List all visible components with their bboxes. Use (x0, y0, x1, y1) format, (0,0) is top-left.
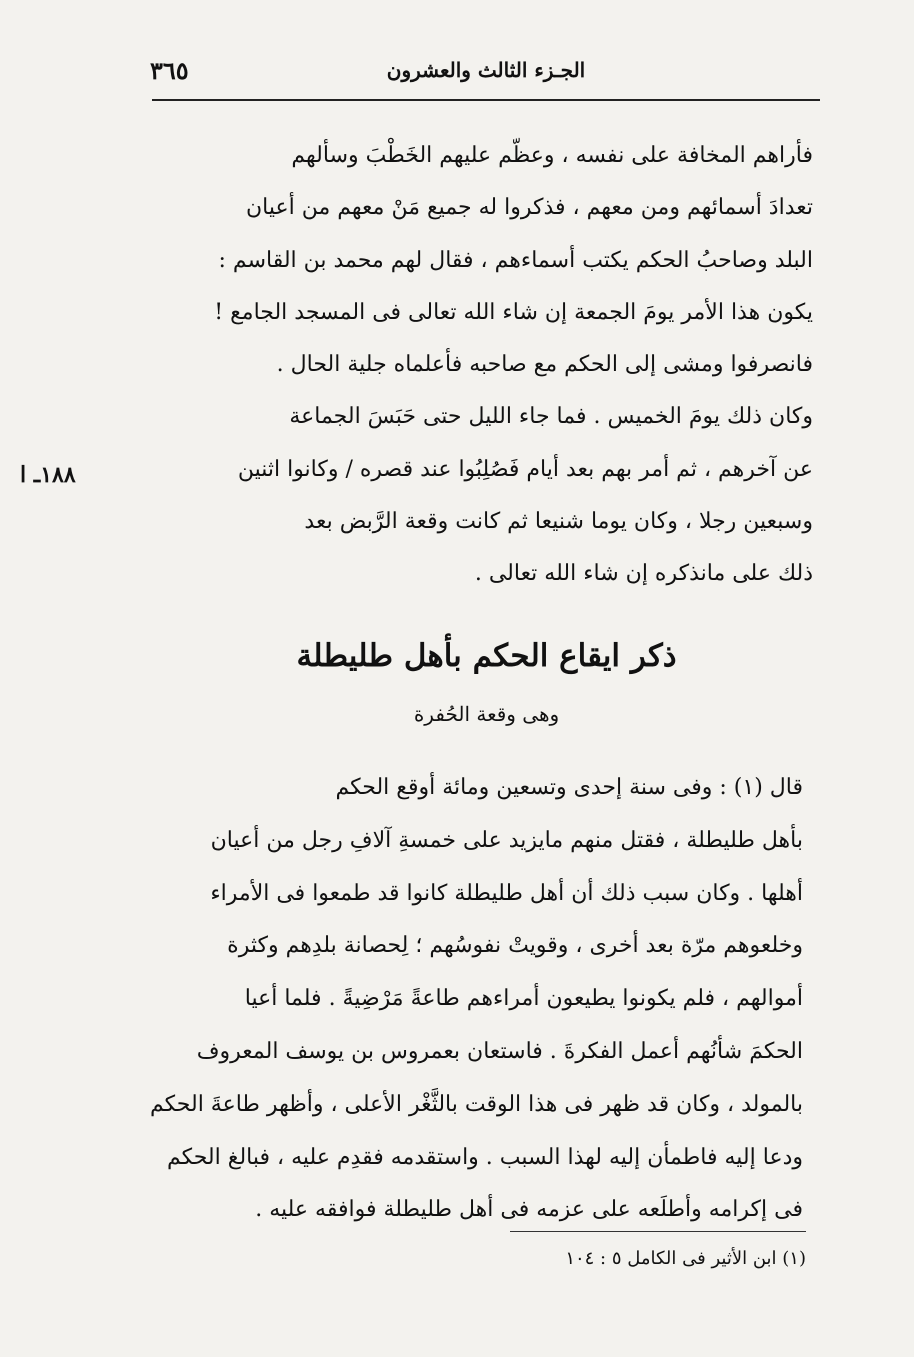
text-line: قال (١) : وفى سنة إحدى وتسعين ومائة أوقع الحكم (335, 775, 803, 800)
text-line: بأهل طليطلة ، فقتل منهم مايزيد على خمسةِ آلافِ رجل من أعيان (210, 827, 803, 853)
text-line: عن آخرهم ، ثم أمر بهم بعد أيام فَصُلِبُوا عند قصره / وكانوا اثنين (237, 456, 813, 482)
section-title: ذكر ايقاع الحكم بأهل طليطلة (296, 638, 677, 674)
paragraph-1 (160, 130, 813, 601)
text-line: البلد وصاحبُ الحكم يكتب أسماءهم ، فقال لهم محمد بن القاسم : (218, 247, 813, 273)
text-line: أموالهم ، فلم يكونوا يطيعون أمراءهم طاعةً مَرْضِيةً . فلما أعيا (244, 986, 803, 1012)
text-line: الحكمَ شأنُهم أعمل الفكرةَ . فاستعان بعمروس بن يوسف المعروف (196, 1038, 803, 1064)
text-line: فى إكرامه وأطلَعه على عزمه فى أهل طليطلة فوافقه عليه . (255, 1197, 803, 1223)
text-line: وسبعين رجلا ، وكان يوما شنيعا ثم كانت وقعة الرَّبض بعد (304, 509, 813, 535)
paragraph-2 (150, 762, 803, 1237)
header-rule (152, 99, 820, 101)
running-title: الجـزء الثالث والعشرون (386, 58, 586, 82)
text-line: ودعا إليه فاطمأن إليه لهذا السبب . واستقدمه فقدِم عليه ، فبالغ الحكم (166, 1144, 803, 1170)
text-line: فأراهم المخافة على نفسه ، وعظّم عليهم الخَطْبَ وسألهم (291, 143, 813, 168)
footnote: (١) ابن الأثير فى الكامل ٥ : ١٠٤ (565, 1248, 806, 1269)
section-subtitle: وهى وقعة الحُفرة (413, 702, 560, 726)
page-number: ٣٦٥ (150, 56, 189, 85)
text-line: وكان ذلك يومَ الخميس . فما جاء الليل حتى حَبَسَ الجماعة (289, 404, 813, 430)
text-line: فانصرفوا ومشى إلى الحكم مع صاحبه فأعلماه جلية الحال . (276, 352, 813, 378)
text-line: يكون هذا الأمر يومَ الجمعة إن شاء الله تعالى فى المسجد الجامع ! (214, 299, 813, 325)
text-line: وخلعوهم مرّة بعد أخرى ، وقويتْ نفوسُهم ؛ لِحصانة بلدِهم وكثرة (227, 933, 803, 959)
margin-reference: ١٨٨ـ ا (20, 462, 76, 488)
page-header (150, 52, 822, 96)
text-line: أهلها . وكان سبب ذلك أن أهل طليطلة كانوا قد طمعوا فى الأمراء (210, 880, 803, 906)
footnote-rule (510, 1231, 806, 1232)
text-line: ذلك على مانذكره إن شاء الله تعالى . (474, 561, 813, 587)
text-line: بالمولد ، وكان قد ظهر فى هذا الوقت بالثَّغْر الأعلى ، وأظهر طاعةَ الحكم (150, 1091, 803, 1117)
text-line: تعدادَ أسمائهم ومن معهم ، فذكروا له جميع مَنْ معهم من أعيان (246, 195, 813, 221)
